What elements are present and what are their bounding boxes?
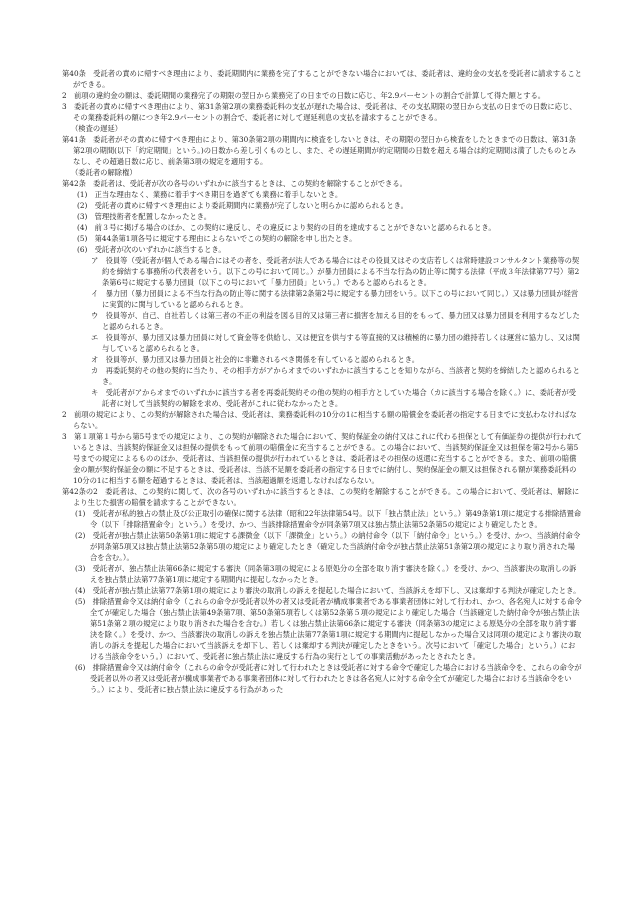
article-42-item-6: (6) 受託者が次のいずれかに該当するとき。 (77, 245, 226, 254)
article-42-2-item-2: (2) 受託者が独占禁止法第50条第1項に規定する課徴金（以下「課徴金」という。）の納付命令（以下「納付命令」という。）を受け、かつ、当該納付命令が同条第5項又は独占禁止法第52条第5項の規定により確定したとき（確定した当該納付命令が独占禁止法第51条第2項の規定により取り消された場合を含む。）。 (75, 531, 581, 562)
article-42-subitem-e: エ 役員等が、暴力団又は暴力団員に対して資金等を供給し、又は便宜を供与する等直接的又は積極的に暴力団の維持若しくは運営に協力し、又は関与していると認められるとき。 (91, 333, 580, 353)
article-42-caption: （委託者の解除権） (71, 168, 137, 177)
article-40-para-2: 2 前項の違約金の額は、委託期間の業務完了の期限の翌日から業務完了の日までの日数に応じ、年2.9パーセントの割合で計算して得た額とする。 (62, 91, 546, 100)
article-42-para-1: 第42条 委託者は、受託者が次の各号のいずれかに該当するときは、この契約を解除することができる。 (62, 179, 407, 188)
article-42-subitem-u: ウ 役員等が、自己、自社若しくは第三者の不正の利益を図る目的又は第三者に損害を加える目的をもって、暴力団又は暴力団員を利用するなどしたと認められるとき。 (91, 311, 580, 331)
article-41-para-1: 第41条 委託者がその責めに帰すべき理由により、第30条第2項の期間内に検査をしないときは、その期限の翌日から検査をしたときまでの日数は、第31条第2項の期間(以下「約定期間」という。)の日数から差し引くものとし、また、その遅延期間が約定期間の日数を超える場合は約定期間は満了したものとみなし、その超過日数に応じ、前条第3項の規定を適用する。 (62, 135, 576, 166)
article-42-2-item-3: (3) 受託者が、独占禁止法第66条に規定する審決（同条第3項の規定による原処分の全部を取り消す審決を除く。）を受け、かつ、当該審決の取消しの訴えを独占禁止法第77条第1項に規定する期間内に提起しなかったとき。 (75, 564, 577, 584)
article-41-caption: （検査の遅延） (71, 124, 123, 133)
article-42-item-4: (4) 前３号に掲げる場合のほか、この契約に違反し、その違反により契約の目的を達成することができないと認められるとき。 (77, 223, 496, 232)
article-42-subitem-ki: キ 受託者がアからオまでのいずれかに該当する者を再委託契約その他の契約の相手方としていた場合（カに該当する場合を除く。）に、委託者が受託者に対して当該契約の解除を求め、受託者がこれに従わなかったとき。 (91, 388, 577, 408)
article-42-2 (62, 486, 582, 695)
article-42-para-3: 3 第１項第１号から第5号までの規定により、この契約が解除された場合において、契約保証金の納付又はこれに代わる担保として有価証券の提供が行われているときは、当該契約保証金又は担保の提供をもって前項の賠償金に充当することができる。この場合において、当該契約保証金又は担保を第2号から第5号までの規定によるもののほか、受託者は、当該担保の提供が行われているときは、委託者はその担保の返還に充当することができる。また、前項の賠償金の額が契約保証金の額に不足するときは、受託者は、当該不足額を委託者の指定する日までに納付し、契約保証金の額又は担保される額が業務委託料の10分の1に相当する額を超過するときは、委託者は、当該超過額を返還しなければならない。 (62, 432, 582, 485)
article-42-subitem-i: イ 暴力団（暴力団員による不当な行為の防止等に関する法律第2条第2号に規定する暴力団をいう。以下この号において同じ。）又は暴力団員が経営に実質的に関与していると認められるとき。 (91, 289, 579, 309)
article-40-para-3: 3 委託者の責めに帰すべき理由により、第31条第2項の業務委託料の支払が遅れた場合は、受託者は、その支払期限の翌日から支払の日までの日数に応じ、その業務委託料の額につき年2.9パーセントの割合で、委託者に対して遅延利息の支払を請求することができる。 (62, 102, 577, 122)
article-42-para-2: 2 前項の規定により、この契約が解除された場合は、受託者は、業務委託料の10分の1に相当する額の賠償金を委託者の指定する日までに支払わなければならない。 (62, 410, 577, 430)
contract-document (62, 68, 582, 695)
article-42-2-item-5: (5) 排除措置命令又は納付命令（これらの命令が受託者以外の者又は受託者が構成事業者である事業者団体に対して行われ、かつ、各名宛人に対する命令全てが確定した場合（独占禁止法第49条第7項、第50条第5項若しくは第52条第５項の規定により確定した場合（当該確定した納付命令が独占禁止法第51条第２項の規定により取り消された場合を含む。）若しくは独占禁止法第66条に規定する審決（同条第3の規定による原処分の全部を取り消す審決を除く。）を受け、かつ、当該審決の取消しの訴えを独占禁止法第77条第1項に規定する期間内に提起しなかった場合又は同項の規定により審決の取消しの訴えを提起した場合において当該訴えを却下し、若しくは棄却する判決が確定したときをいう。次号において「確定した場合」という。）における当該命令をいう。）において、受託者に独占禁止法に違反する行為の実行としての事業活動があったとされたとき。 (75, 597, 582, 661)
article-42-item-3: (3) 管理技術者を配置しなかったとき。 (77, 212, 212, 221)
article-42-item-1: (1) 正当な理由なく、業務に着手すべき期日を過ぎても業務に着手しないとき。 (77, 190, 343, 199)
article-42-subitem-a: ア 役員等（受託者が個人である場合にはその者を、受託者が法人である場合にはその役員又はその支店若しくは常時建設コンサルタント業務等の契約を締結する事務所の代表者をいう。以下この号において同じ。）が暴力団員による不当な行為の防止等に関する法律（平成３年法律第77号）第2条第6号に規定する暴力団員（以下この号において「暴力団員」という。）であると認められるとき。 (91, 256, 580, 287)
article-42-subitem-ka: カ 再委託契約その他の契約に当たり、その相手方がアからオまでのいずれかに該当することを知りながら、当該者と契約を締結したと認められるとき。 (91, 366, 580, 386)
article-42-subitem-o: オ 役員等が、暴力団又は暴力団員と社会的に非難されるべき関係を有していると認められるとき。 (91, 355, 420, 364)
article-42-item-2: (2) 受託者の責めに帰すべき理由により委託期間内に業務が完了しないと明らかに認められるとき。 (77, 201, 408, 210)
article-40 (62, 68, 582, 123)
article-42-2-item-4: (4) 受託者が独占禁止法第77条第1項の規定により審決の取消しの訴えを提起した場合において、当該訴えを却下し、又は棄却する判決が確定したとき。 (75, 586, 581, 595)
article-41 (62, 123, 582, 167)
article-42-2-item-6: (6) 排除措置命令又は納付命令（これらの命令が受託者に対して行われたときは受託者に対する命令で確定した場合における当該命令を、これらの命令が受託者以外の者又は受託者が構成事業者である事業者団体に対して行われたときは各名宛人に対する命令全てが確定した場合における当該命令をいう。）により、受託者に独占禁止法に違反する行為があった (75, 663, 582, 694)
article-42-item-5: (5) 第44条第1項各号に規定する理由によらないでこの契約の解除を申し出たとき。 (77, 234, 357, 243)
article-40-para-1: 第40条 受託者の責めに帰すべき理由により、委託期間内に業務を完了することができない場合においては、委託者は、違約金の支払を受託者に請求することができる。 (62, 69, 582, 89)
article-42-2-para-1: 第42条の2 委託者は、この契約に関して、次の各号のいずれかに該当するときは、この契約を解除することができる。この場合において、受託者は、解除により生じた損害の賠償を請求することができない。 (62, 487, 580, 507)
article-42 (62, 167, 582, 486)
article-42-2-item-1: (1) 受託者が私的独占の禁止及び公正取引の確保に関する法律（昭和22年法律第54号。以下「独占禁止法」という。）第49条第1項に規定する排除措置命令（以下「排除措置命令」という。）を受け、かつ、当該排除措置命令が同条第7項又は独占禁止法第52条第5の規定により確定したとき。 (75, 509, 582, 529)
